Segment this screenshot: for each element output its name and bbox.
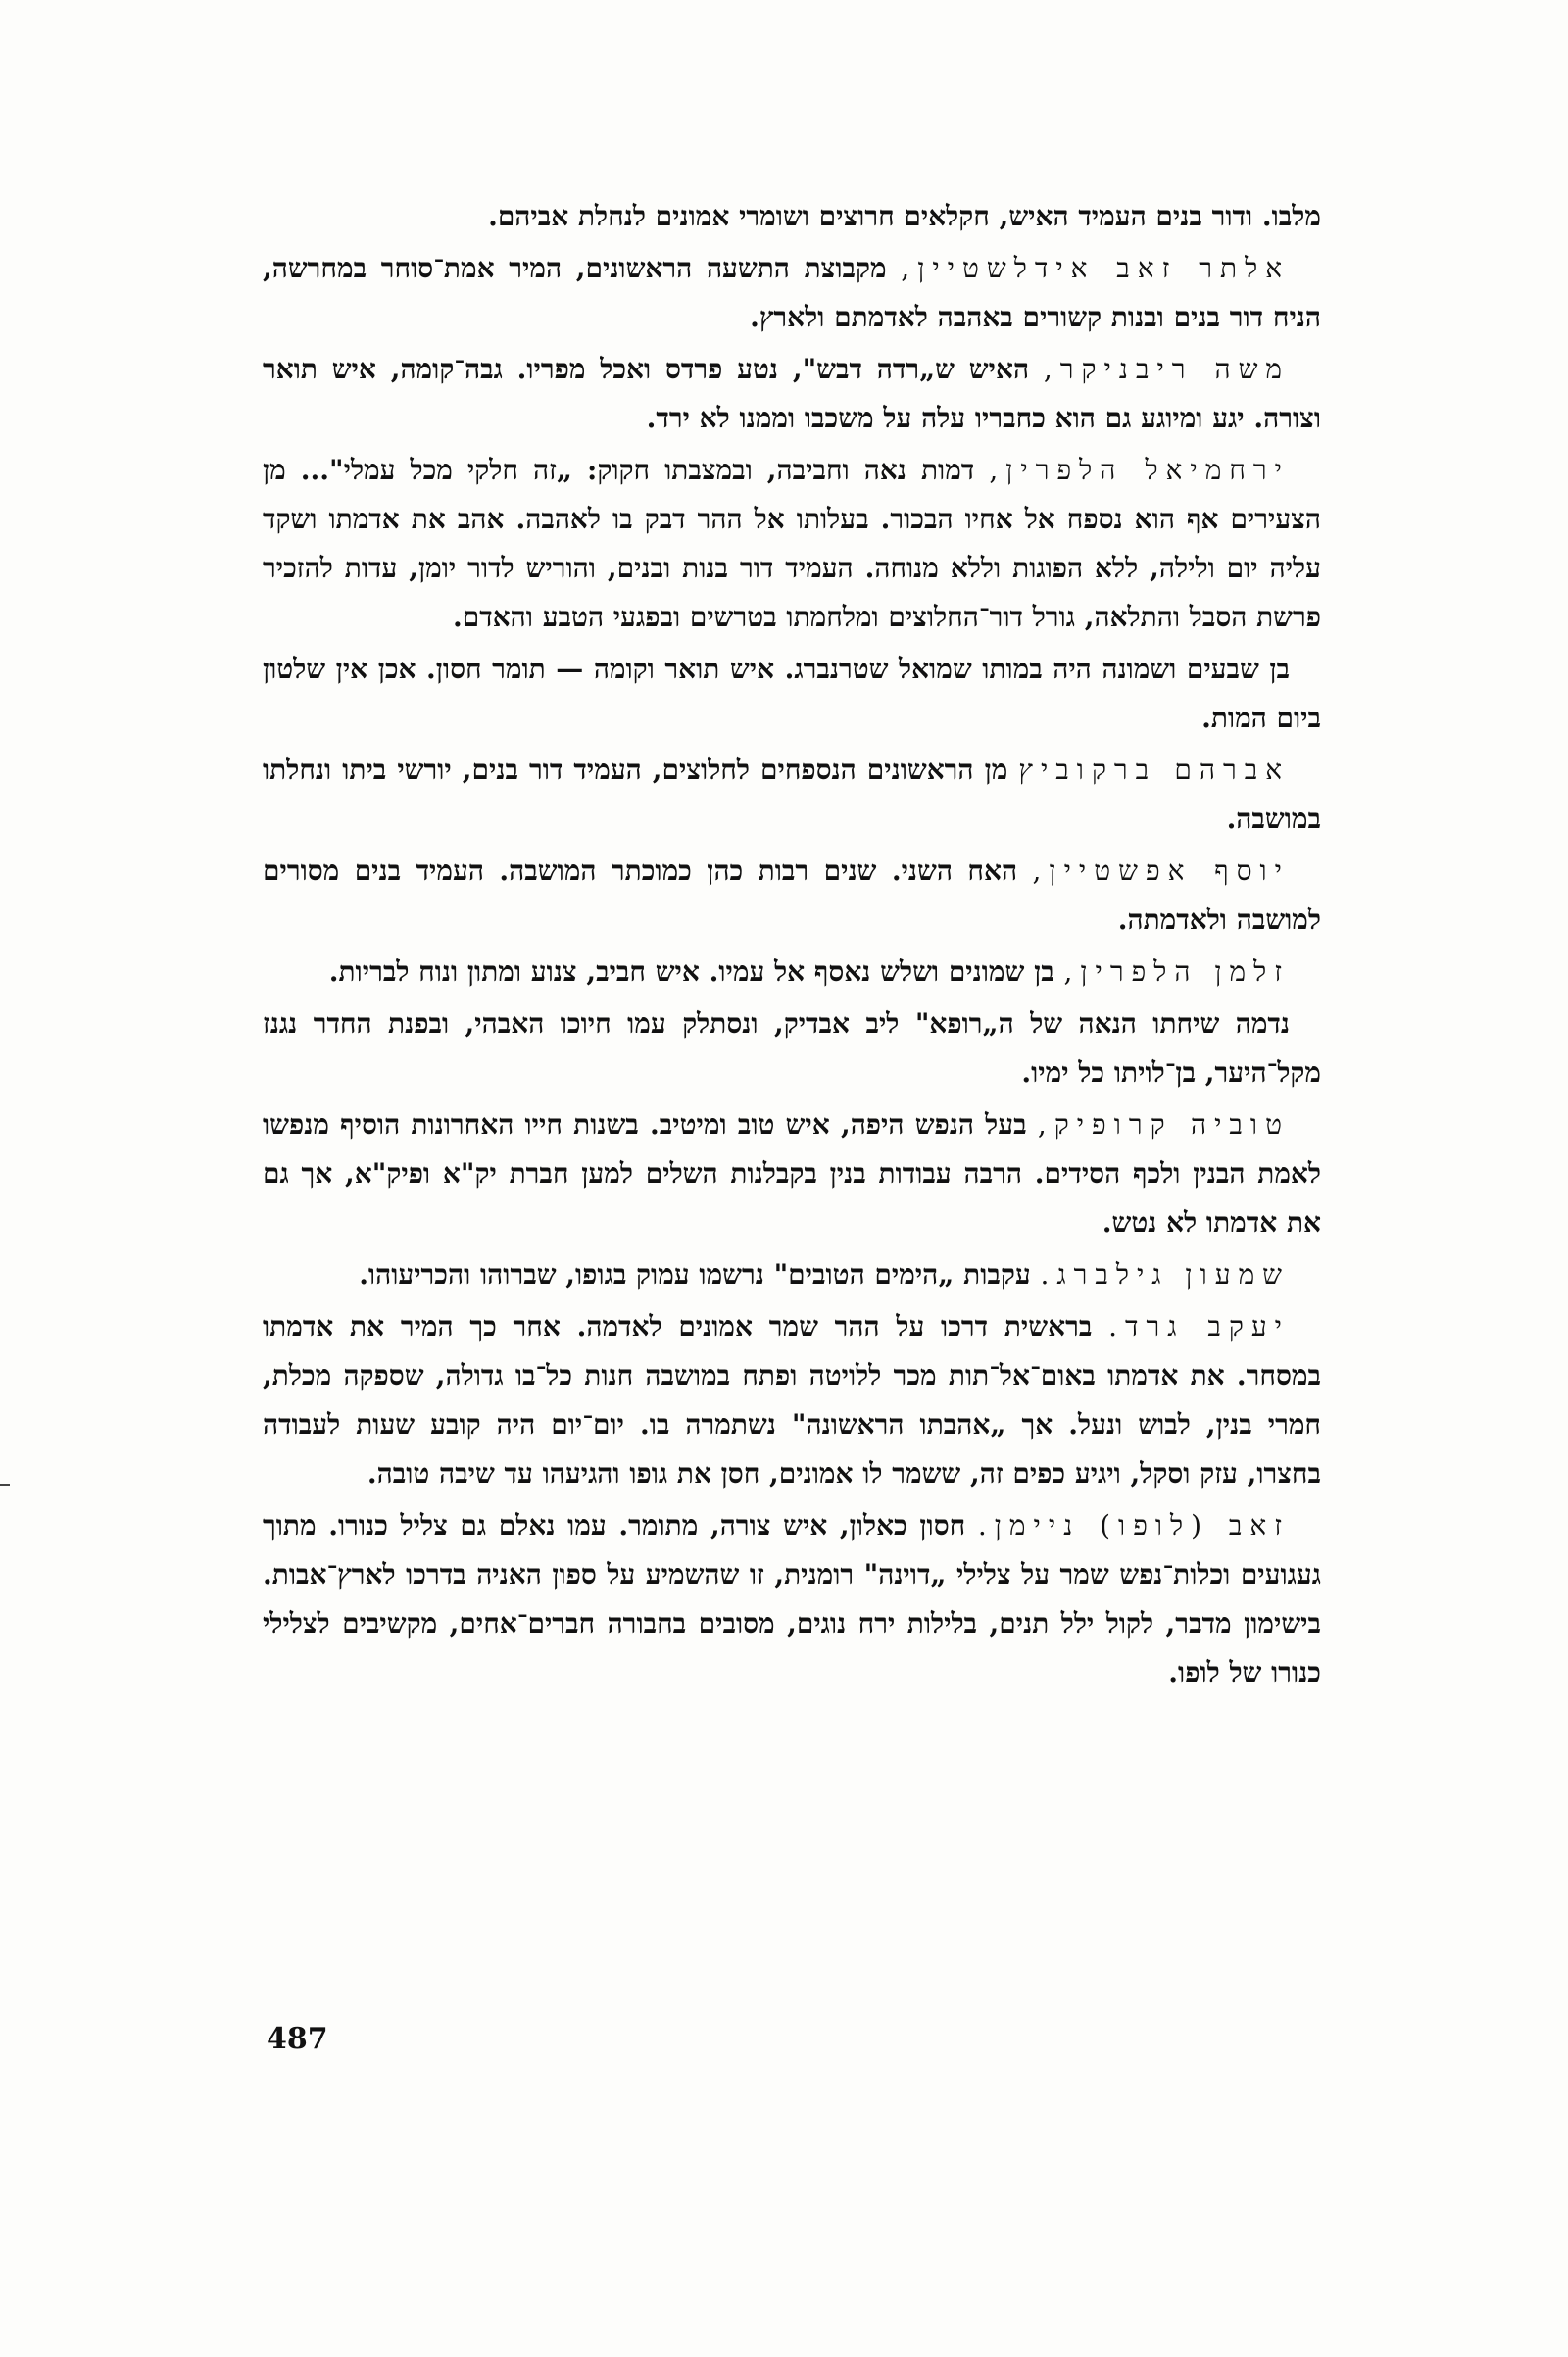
paragraph-12-text: בראשית דרכו על ההר שמר אמונים לאדמה. אחר כך המיר את אדמתו במסחר. את אדמתו באום־אל־תות מכר ללויטה ופתח במושבה חנות כל־בו גדולה, שספקה מכלת, חמרי בנין, לבוש ונעל. אך „אהבתו הראשונה" נשתמרה בו. יום־יום היה קובע שעות לעבודה בחצרו, עזק וסקל, ויגיע כפים זה, ששמר לו אמונים, חסן את גופו והגיעהו עד שיבה טובה. [263, 1310, 1321, 1490]
paragraph-11 [263, 1251, 1321, 1300]
paragraph-8-text: בן שמונים ושלש נאסף אל עמיו. איש חביב, צנוע ומתון ונוח לבריות. [328, 956, 1054, 988]
paragraph-11-text: עקבות „הימים הטובים" נרשמו עמוק בגופו, שברוהו והכריעוהו. [359, 1258, 1031, 1291]
paragraph-1 [263, 192, 1321, 241]
paragraph-6 [263, 746, 1321, 844]
person-name: אברהם ברקוביץ [1018, 754, 1290, 786]
paragraph-10 [263, 1101, 1321, 1248]
person-name: ירחמיאל הלפרין, [989, 454, 1291, 486]
person-name: טוביה קרופיק, [1037, 1108, 1291, 1141]
page-number: 487 [267, 2022, 328, 2056]
paragraph-9 [263, 1000, 1321, 1098]
paragraph-6-text: מן הראשונים הנספחים לחלוצים, העמיד דור בנים, יורשי ביתו ונחלתו במושבה. [263, 754, 1321, 835]
paragraph-12 [263, 1302, 1321, 1498]
paragraph-7 [263, 847, 1321, 945]
paragraph-2 [263, 244, 1321, 342]
paragraph-3-text: האיש ש„רדה דבש", נטע פרדס ואכל מפריו. גבה־קומה, איש תואר וצורה. יגע ומיוגע גם הוא כחבריו עלה על משכבו וממנו לא ירד. [263, 353, 1321, 434]
paragraph-1-text: מלבו. ודור בנים העמיד האיש, חקלאים חרוצים ושומרי אמונים לנחלת אביהם. [488, 200, 1321, 232]
paragraph-8 [263, 948, 1321, 997]
body-text [263, 192, 1321, 1700]
person-name: אלתר זאב אידלשטיין, [901, 252, 1290, 284]
paragraph-10-text: בעל הנפש היפה, איש טוב ומיטיב. בשנות חייו האחרונות הוסיף מנפשו לאמת הבנין ולכף הסידים. הרבה עבודות בנין בקבלנות השלים למען חברת יק"א ופיק"א, אך גם את אדמתו לא נטש. [263, 1108, 1321, 1239]
paragraph-4 [263, 446, 1321, 642]
paragraph-5-text: בן שבעים ושמונה היה במותו שמואל שטרנברג. איש תואר וקומה — תומר חסון. אכן אין שלטון ביום המות. [263, 653, 1321, 734]
paragraph-13 [263, 1501, 1321, 1697]
margin-mark [0, 1484, 10, 1486]
paragraph-7-text: האח השני. שנים רבות כהן כמוכתר המושבה. העמיד בנים מסורים למושבה ולאדמתה. [263, 855, 1321, 936]
paragraph-4-text: דמות נאה וחביבה, ובמצבתו חקוק: „זה חלקי מכל עמלי"... מן הצעירים אף הוא נספח אל אחיו הבכור. בעלותו אל ההר דבק בו לאהבה. אהב את אדמתו ושקד עליה יום ולילה, ללא הפוגות וללא מנוחה. העמיד דור בנות ובנים, והוריש לדור יומן, עדות להזכיר פרשת הסבל והתלאה, גורל דור־החלוצים ומלחמתו בטרשים ובפגעי הטבע והאדם. [263, 454, 1321, 633]
person-name: זלמן הלפרין, [1063, 956, 1290, 988]
paragraph-3 [263, 345, 1321, 443]
paragraph-13-text: חסון כאלון, איש צורה, מתומר. עמו נאלם גם צליל כנורו. מתוך געגועים וכלות־נפש שמר על צלילי „דוינה" רומנית, זו שהשמיע על ספון האניה בדרכו לארץ־אבות. בישימון מדבר, לקול ילל תנים, בלילות ירח נוגים, מסובים בחבורה חברים־אחים, מקשיבים לצלילי כנורו של לופו. [263, 1509, 1321, 1689]
person-name: יעקב גרד. [1108, 1310, 1291, 1343]
person-name: משה ריבניקר, [1043, 353, 1291, 385]
paragraph-9-text: נדמה שיחתו הנאה של ה„רופא" ליב אבדיק, ונסתלק עמו חיוכו האבהי, ובפנת החדר נגנז מקל־היער, בן־לויתו כל ימיו. [263, 1007, 1321, 1089]
paragraph-5 [263, 645, 1321, 743]
paragraph-2-text: מקבוצת התשעה הראשונים, המיר אמת־סוחר במחרשה, הניח דור בנים ובנות קשורים באהבה לאדמתם ולארץ. [263, 252, 1321, 333]
person-name: זאב (לופו) ניימן. [977, 1509, 1291, 1542]
person-name: יוסף אפשטיין, [1032, 855, 1291, 887]
person-name: שמעון גילברג. [1040, 1258, 1290, 1291]
